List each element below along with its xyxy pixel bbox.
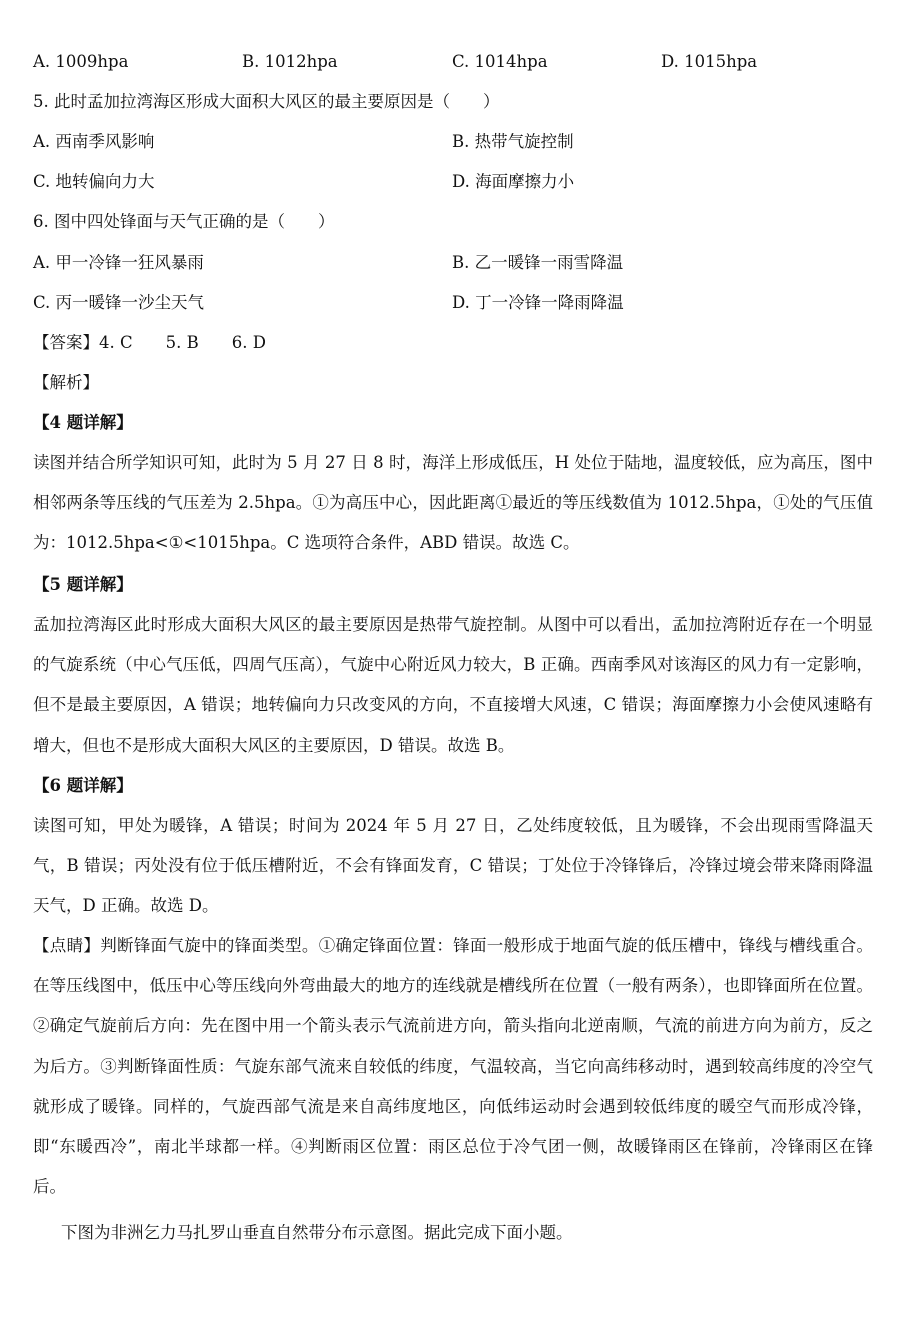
q6-option-a: A. 甲一冷锋一狂风暴雨 (33, 253, 204, 272)
detail4-heading: 【4 题详解】 (33, 413, 133, 432)
q5-option-c: C. 地转偏向力大 (33, 172, 155, 191)
answer-line: 【答案】4. C 5. B 6. D (33, 333, 266, 352)
q5-option-a: A. 西南季风影响 (33, 132, 155, 151)
analysis-label: 【解析】 (33, 373, 99, 392)
q4-option-a: A. 1009hpa (33, 52, 129, 71)
q6-option-b: B. 乙一暖锋一雨雪降温 (452, 253, 624, 272)
tip-paragraph: 【点睛】判断锋面气旋中的锋面类型。①确定锋面位置：锋面一般形成于地面气旋的低压槽中，锋线与槽线重合。在等压线图中，低压中心等压线向外弯曲最大的地方的连线就是槽线所在位置（一般有两条），也即锋面所在位置。②确定气旋前后方向：先在图中用一个箭头表示气流前进方向，箭头指向北逆南顺，气流的前进方向为前方，反之为后方。③判断锋面性质：气旋东部气流来自较低的纬度，气温较高，当它向高纬移动时，遇到较高纬度的冷空气就形成了暖锋。同样的，气旋西部气流是来自高纬度地区，向低纬运动时会遇到较低纬度的暖空气而形成冷锋，即“东暖西冷”，南北半球都一样。④判断雨区位置：雨区总位于冷气团一侧，故暖锋雨区在锋前，冷锋雨区在锋后。 (33, 936, 873, 1197)
q6-stem: 6. 图中四处锋面与天气正确的是（ ） (33, 212, 335, 231)
detail6-text: 读图可知，甲处为暖锋，A 错误；时间为 2024 年 5 月 27 日，乙处纬度较低，且为暖锋，不会出现雨雪降温天气，B 错误；丙处没有位于低压槽附近，不会有锋面发育，C 错误；丁处位于冷锋锋后，冷锋过境会带来降雨降温天气，D 正确。故选 D。 (33, 816, 873, 916)
detail5-text: 孟加拉湾海区此时形成大面积大风区的最主要原因是热带气旋控制。从图中可以看出，孟加拉湾附近存在一个明显的气旋系统（中心气压低，四周气压高），气旋中心附近风力较大，B 正确。西南季风对该海区的风力有一定影响，但不是最主要原因，A 错误；地转偏向力只改变风的方向，不直接增大风速，C 错误；海面摩擦力小会使风速略有增大，但也不是形成大面积大风区的主要原因，D 错误。故选 B。 (33, 615, 873, 755)
q5-stem: 5. 此时孟加拉湾海区形成大面积大风区的最主要原因是（ ） (33, 92, 500, 111)
q5-option-d: D. 海面摩擦力小 (452, 172, 575, 191)
q6-option-c: C. 丙一暖锋一沙尘天气 (33, 293, 205, 312)
detail4-text: 读图并结合所学知识可知，此时为 5 月 27 日 8 时，海洋上形成低压，H 处位于陆地，温度较低，应为高压，图中相邻两条等压线的气压差为 2.5hpa。①为高压中心，因此距离①最近的等压线数值为 1012.5hpa，①处的气压值为：1012.5hpa<①<1015hpa。C 选项符合条件，ABD 错误。故选 C。 (33, 453, 873, 553)
q4-option-c: C. 1014hpa (452, 52, 548, 71)
q5-option-b: B. 热带气旋控制 (452, 132, 574, 151)
detail6-heading: 【6 题详解】 (33, 776, 133, 795)
detail5-heading: 【5 题详解】 (33, 575, 133, 594)
q4-option-d: D. 1015hpa (661, 52, 758, 71)
q6-option-d: D. 丁一冷锋一降雨降温 (452, 293, 624, 312)
next-intro: 下图为非洲乞力马扎罗山垂直自然带分布示意图。据此完成下面小题。 (61, 1223, 573, 1242)
q4-option-b: B. 1012hpa (242, 52, 338, 71)
